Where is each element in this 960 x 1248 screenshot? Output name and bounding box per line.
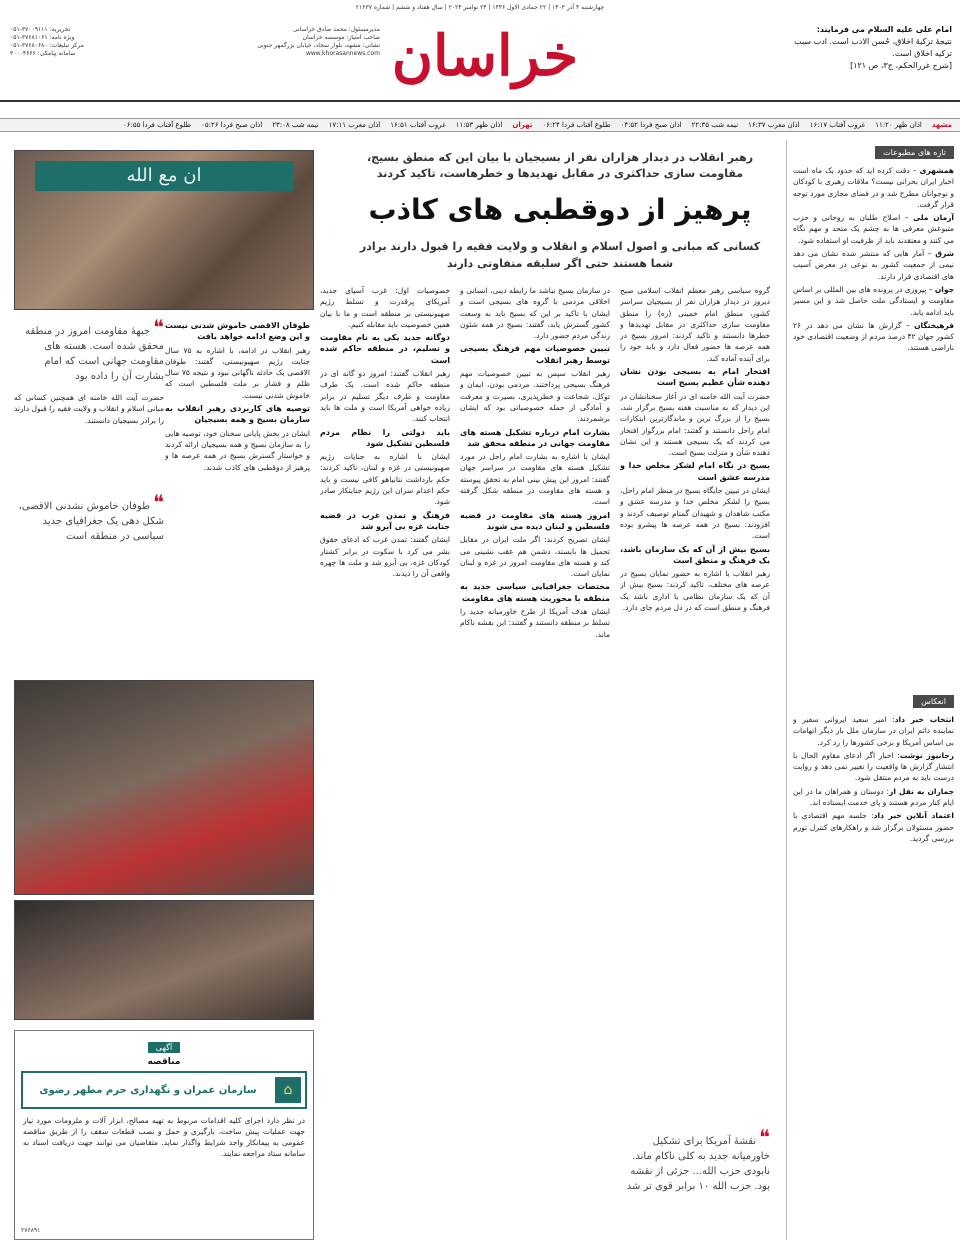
news-source: فرهیختگان (914, 320, 954, 330)
prayer-time: اذان ظهر ۱۱:۲۰ (875, 121, 922, 129)
quote-mark-icon: ❝ (153, 490, 164, 514)
list-item[interactable]: شرق – آمار هایی که منتشر شده نشان می دهد نیمی از جمعیت کشور به نوعی در معرض آسیب های اقتصادی قرار دارند. (793, 249, 954, 281)
prayer-time: نیمه شب ۲۲:۳۵ (691, 121, 739, 129)
prayer-times-bar (0, 118, 960, 132)
news-source: همشهری (919, 166, 954, 175)
lead-kicker: رهبر انقلاب در دیدار هزاران نفر از بسیجیان با بیان این که منطق بسیج، مقاومت سازی حداکثری در مقابل تهدیدها و خطرهاست، تاکید کردند (366, 151, 754, 180)
news-source: جوان (934, 284, 954, 294)
photo-crowd-1 (14, 680, 314, 895)
paragraph: رهبر انقلاب با اشاره به حضور نمایان بسیج در عرصه های مختلف، تاکید کردند: بسیج بیش از آن که یک سازمان نظامی یا اداری باشد یک فرهنگ و منطق است که در دل مردم جای دارد. (620, 569, 770, 613)
reflect-list (793, 714, 954, 1194)
paragraph: ایشان گفتند: تمدن غرب که ادعای حقوق بشر می کرد با سکوت در برابر کشتار کودکان غزه، بی آبرو شد و ملت ها چهره واقعی آن را دیدند. (320, 535, 450, 579)
list-item[interactable]: آرمان ملی – اصلاح طلبان به روحانی و حزب متبوعش معرفی ها به چشم یک متحد و مهم نگاه می کنند و معتقدند باید از ظرفیت او استفاده شود. (793, 213, 954, 245)
news-text: پیروزی در پرونده های بین المللی بر اساس مقاومت و ایستادگی ملت حاصل شد و این مسیر باید ادامه یابد. (793, 284, 954, 317)
article-column-4 (165, 320, 310, 665)
paragraph: خصوصیات اول: غرب آسیای جدید، آمریکای پرقدرت و تسلط رژیم صهیونیستی بر منطقه است و ما با بیان همین خصوصیت باید مقابله کنیم. (320, 286, 450, 329)
prayer-time: اذان صبح فردا ۰۵:۲۶ (201, 121, 263, 129)
contact-sms: سامانه پیامکی: ۳۰۰۰۴۶۶۶ (10, 50, 76, 57)
top-photo (14, 150, 314, 310)
paragraph: ایشان تصریح کردند: اگر ملت ایران در مقابل تحمیل ها بایستد، دشمن هم عقب نشینی می کند و هسته های مقاومت امروز در غزه و لبنان نمایان است. (460, 535, 610, 579)
subheading: فرهنگ و تمدن غرب در قضیه جنایت غزه بی آبرو شد (320, 510, 450, 531)
hadith-title: امام علی علیه السلام می فرمایند: (816, 25, 952, 34)
prayer-time: اذان ظهر ۱۱:۵۳ (455, 121, 503, 129)
photo-crowd-2 (14, 900, 314, 1020)
subheading: افتخار امام به بسیجی بودن نشان دهنده شأن عظیم بسیج است (620, 367, 770, 388)
reflect-text: امیر سعید ایروانی سفیر و نماینده دائم ایران در سازمان ملل بار دیگر اتهامات بی اساس آمریکا و برخی کشورها را رد کرد. (793, 715, 954, 747)
news-text: دقت کرده اید که حدود یک ماه است اخبار ایران بحرانی نیست؟ ملاقات رهبری با کودکان و نوجوانان مطرح شد و در فضای مجازی مورد توجه قرار گرفت. (793, 166, 954, 209)
paragraph: ایشان با اشاره به بشارت امام راحل در مورد تشکیل هسته های مقاومت در سراسر جهان گفتند: امروز این پیش بینی امام به تحقق پیوسته و هسته های مقاومت در منطقه شکل گرفته است. (460, 452, 610, 507)
prayer-time: اذان مغرب ۱۷:۱۱ (328, 121, 381, 129)
prayer-time: طلوع آفتاب فردا ۰۶:۲۴ (542, 121, 611, 129)
contact-phone-3: مرکز تبلیغات: ۳۷۶۸۰۶۸۰-۰۵۱ (10, 42, 84, 49)
news-section-title: تازه های مطبوعات (875, 146, 954, 159)
website-link[interactable]: www.khorasannews.com (305, 50, 380, 57)
reflect-text: دوستان و همراهان ما در این ایام کنار مردم هستند و پای خدمت ایستاده اند. (793, 786, 954, 808)
city-tehran: تهران (512, 121, 533, 129)
prayer-time: طلوع آفتاب فردا ۰۶:۵۵ (122, 121, 192, 129)
publisher-line: مدیرمسئول: محمد صادق خراسانی (292, 26, 380, 33)
paragraph: ایشان در تبیین جایگاه بسیج در منظر امام راحل، بسیج را لشکر مخلص خدا و مدرسه عشق و مکتب شاهدان و شهیدان گمنام توصیف کردند و افزودند: بسیج در همه عرصه ها پیشرو بوده است. (620, 486, 770, 541)
subheading: طوفان الاقصی خاموش شدنی نیست و این وضع ادامه خواهد یافت (165, 321, 310, 342)
photo-banner: ان مع الله (35, 161, 293, 191)
news-text: گزارش ها نشان می دهد در ۲۶ کشور جهان ۴۲ درصد مردم از وضعیت اقتصادی خود ناراضی هستند. (793, 320, 954, 353)
news-source: شرق (935, 249, 954, 259)
list-item[interactable]: اعتماد آنلاین خبر داد: جلسه مهم اقتصادی با حضور مسئولان برگزار شد و راهکارهای کنترل تورم بررسی گردید. (793, 811, 954, 843)
contact-phone-1: تحریریه: ۳۷۰۰۹۱۱۱-۰۵۱ (10, 26, 71, 33)
paragraph: حضرت آیت الله خامنه ای همچنین کسانی که مبانی اسلام و انقلاب و ولایت فقیه را قبول دارند را برادر بسیجیان دانستند. (14, 393, 164, 425)
ad-body: در نظر دارد اجرای کلیه اقدامات مربوط به تهیه مصالح، ابزار آلات و ملزومات مورد نیاز جهت عملیات پیش ساخت، بارگیری و حمل و نصب قطعات سقف را از طریق مناقصه عمومی به پیمانکار واجد شرایط واگذار نماید. متقاضیان می توانند جهت دریافت اسناد به سامانه ستاد مراجعه نمایند. (23, 1116, 305, 1158)
article-column-5 (14, 315, 164, 665)
date-line: چهارشنبه ۴ آذر ۱۴۰۳ | ۲۲ جمادی الاول ۱۴۴۶ | ۲۴ نوامبر ۲۰۲۴ | سال هفتاد و ششم | شماره ۲۱۲۳۷ (355, 4, 605, 11)
reflect-source: اعتماد آنلاین خبر داد (873, 811, 954, 821)
owner-line: صاحب امتیاز: موسسه خراسان (302, 34, 380, 41)
city-mashhad: مشهد (931, 121, 952, 129)
contact-phone-2: ویژه نامه: ۳۷۶۸۱۰۶۱-۰۵۱ (10, 34, 75, 41)
subheading: بشارت امام درباره تشکیل هسته های مقاومت جهانی در منطقه محقق شد (460, 427, 610, 448)
quote-text: جبههٔ مقاومت امروز در منطقه محقق شده است. هسته های مقاومت جهانی است که امام بشارت آن را داده بود (25, 326, 164, 382)
reflect-text: جلسه مهم اقتصادی با حضور مسئولان برگزار شد و راهکارهای کنترل تورم بررسی گردید. (793, 811, 954, 843)
hadith-box (782, 24, 952, 72)
paragraph: گروه سیاسی رهبر معظم انقلاب اسلامی صبح دیروز در دیدار هزاران نفر از بسیجیان سراسر کشور، منطق امام خمینی (ره) را منطق مقاومت سازی حداکثری در مقابل تهدیدها و خطرها دانستند و تاکید کردند: امروز بسیج در همه عرصه ها حضور فعال دارد و باید خود را برای آینده آماده کند. (620, 286, 770, 363)
pull-quote-col1 (620, 1125, 770, 1194)
masthead (0, 14, 960, 102)
list-item[interactable]: فرهیختگان – گزارش ها نشان می دهد در ۲۶ کشور جهان ۴۲ درصد مردم از وضعیت اقتصادی خود ناراضی هستند. (793, 320, 954, 353)
address-line: نشانی: مشهد، بلوار سجاد، خیابان بزرگمهر جنوبی (257, 42, 380, 49)
article-column-3 (320, 285, 450, 1235)
prayer-time: اذان صبح فردا ۰۴:۵۲ (620, 121, 682, 129)
list-item[interactable]: انتخاب خبر داد: امیر سعید ایروانی سفیر و نماینده دائم ایران در سازمان ملل بار دیگر اتهامات بی اساس آمریکا و برخی کشورها را رد کرد. (793, 715, 954, 747)
subheading: بسیج بیش از آن که یک سازمان باشد، یک فرهنگ و منطق است (620, 544, 770, 565)
subheading: توصیه های کاربردی رهبر انقلاب به سازمان بسیج و همه بسیجیان (165, 404, 310, 425)
quote-mark-icon: ❝ (759, 1125, 770, 1149)
prayer-time: غروب آفتاب ۱۶:۵۱ (390, 121, 446, 129)
prayer-time: غروب آفتاب ۱۶:۱۷ (809, 121, 866, 129)
news-list (793, 165, 954, 665)
logo-text: خراسان (391, 23, 579, 89)
quote-text: طوفان خاموش نشدنی الاقصی، شکل دهی یک جغرافیای جدید سیاسی در منطقه است (18, 501, 164, 542)
list-item[interactable]: جماران به نقل از: دوستان و همراهان ما در این ایام کنار مردم هستند و پای خدمت ایستاده اند. (793, 786, 954, 808)
ad-box[interactable] (14, 1030, 314, 1240)
ad-badge: آگهی (148, 1042, 180, 1053)
quote-text: نقشهٔ آمریکا برای تشکیل خاورمیانه جدید به کلی ناکام ماند. نابودی حزب الله... جزئی از نقشه بود. حزب الله ۱۰ برابر قوی تر شد (626, 1136, 770, 1192)
subheading: مختصات جغرافیایی سیاسی جدید به منطقه با محوریت هسته های مقاومت (460, 582, 610, 603)
paragraph: در سازمان بسیج نباشد ما رابطه دینی، انسانی و اخلاقی مردمی با گروه های بسیجی است و ایشان با تاکید بر این که بسیج باید به وسعت کشور گسترش یابد، گفتند: بسیج در همه شئون زندگی مردم حضور دارد. (460, 286, 610, 341)
news-text: آمار هایی که منتشر شده نشان می دهد نیمی از جمعیت کشور به نوعی در معرض آسیب های اقتصادی قرار دارند. (793, 249, 954, 281)
subheading: امروز هسته های مقاومت در قضیه فلسطین و لبنان دیده می شوند (460, 510, 610, 531)
paragraph: رهبر انقلاب سپس به تبیین خصوصیات مهم فرهنگ بسیجی پرداختند. مردمی بودن، ایمان و توکل، شجاعت و خطرپذیری، بصیرت و معرفت و آمادگی از جمله خصوصیاتی بود که ایشان برشمردند. (460, 369, 610, 424)
quote-mark-icon: ❝ (153, 315, 164, 339)
lead-subhead: کسانی که مبانی و اصول اسلام و انقلاب و ولایت فقیه را قبول دارند برادر شما هستند حتی اگر سلیقه متفاوتی دارند (359, 240, 761, 270)
reflect-text: اخبار اگر ادعای مقاوم الحال با انتشار گزارش ها واقعیت را تغییر نمی دهد و روایت درست باید به مردم منتقل شود. (793, 750, 954, 783)
prayer-time: نیمه شب ۲۳:۰۸ (272, 121, 319, 129)
hadith-body: نتیجهٔ تزکیهٔ اخلاق، حُسن الادب است. ادب سبب تزکیه اخلاق است. (794, 37, 952, 58)
lead-headline[interactable]: پرهیز از دوقطبی های کاذب (368, 193, 752, 226)
reflect-section-title: انعکاس (913, 695, 954, 708)
article-column-2 (460, 285, 610, 1235)
prayer-time: اذان مغرب ۱۶:۳۷ (748, 121, 800, 129)
pull-quote-1 (14, 315, 164, 384)
paragraph: ایشان در بخش پایانی سخنان خود، توصیه هایی را به سازمان بسیج و همه بسیجیان ارائه کردند و خواستار گسترش بسیج در همه عرصه ها و پرهیز از دوقطبی های کاذب شدند. (165, 428, 310, 472)
dome-icon: ⌂ (275, 1077, 301, 1103)
pull-quote-2 (14, 490, 164, 544)
logo[interactable] (390, 16, 580, 96)
paragraph: حضرت آیت الله خامنه ای در آغاز سخنانشان در این دیدار که به مناسبت هفته بسیج برگزار شد، بسیج را از بزرگ ترین و ماندگارترین ابتکارات امام راحل دانستند و گفتند: امام بزرگوار افتخار می کردند که یک بسیجی هستند و این نشان دهنده شأن و منزلت بسیج است. (620, 391, 770, 458)
contact-right (220, 26, 380, 58)
paragraph: ایشان هدف آمریکا از طرح خاورمیانه جدید را تسلط بر منطقه دانستند و گفتند: این نقشه ناکام ماند. (460, 607, 610, 639)
subheading: دوگانه جدید یکی به نام مقاومت و تسلیم، در منطقه حاکم شده است (320, 333, 450, 365)
paragraph: رهبر انقلاب گفتند: امروز دو گانه ای در منطقه حاکم شده است. یک طرف مقاومت و طرف دیگر تسلیم در برابر زیاده خواهی آمریکا است و ملت ها باید انتخاب کنند. (320, 369, 450, 424)
paragraph: ایشان با اشاره به جنایات رژیم صهیونیستی در غزه و لبنان، تاکید کردند: حکم بازداشت نتانیاهو کافی نیست و باید حکم اعدام سران این رژیم جنایتکار صادر شود. (320, 452, 450, 507)
subheading: بسیج در نگاه امام لشکر مخلص خدا و مدرسه عشق است (620, 461, 770, 482)
paragraph: رهبر انقلاب در ادامه، با اشاره به ۷۵ سال جنایت رژیم صهیونیستی، گفتند: طوفان الاقصی یک حادثه ناگهانی نبود و نتیجه ۷۵ سال ظلم و فشار بر ملت فلسطین است که خاموش شدنی نیست. (165, 345, 310, 400)
news-text: اصلاح طلبان به روحانی و حزب متبوعش معرفی ها به چشم یک متحد و مهم نگاه می کنند و معتقدند باید از ظرفیت او استفاده شود. (793, 213, 954, 245)
subheading: باید دولتی را نظام مردم فلسطین تشکیل شود (320, 427, 450, 448)
reflect-source: جماران به نقل از (889, 786, 954, 796)
reflect-source: رجانیوز نوشت (899, 750, 954, 760)
right-sidebar (786, 140, 954, 1240)
list-item[interactable]: رجانیوز نوشت: اخبار اگر ادعای مقاوم الحال با انتشار گزارش ها واقعیت را تغییر نمی دهد و روایت درست باید به مردم منتقل شود. (793, 750, 954, 783)
subheading: تبیین خصوصیات مهم فرهنگ بسیجی توسط رهبر انقلاب (460, 344, 610, 365)
news-source: آرمان ملی (913, 213, 954, 223)
list-item[interactable]: همشهری – دقت کرده اید که حدود یک ماه است اخبار ایران بحرانی نیست؟ ملاقات رهبری با کودکان و نوجوانان مطرح شد و در فضای مجازی مورد توجه قرار گرفت. (793, 166, 954, 209)
ad-code: ۲۷۶۸۹۱ (21, 1227, 41, 1234)
article-column-1 (620, 285, 770, 1115)
contact-left (10, 26, 210, 58)
list-item[interactable]: جوان – پیروزی در پرونده های بین المللی بر اساس مقاومت و ایستادگی ملت حاصل شد و این مسیر باید ادامه یابد. (793, 284, 954, 317)
lead-block (350, 150, 770, 272)
reflect-source: انتخاب خبر داد (894, 715, 954, 724)
hadith-source: [شرح غررالحکم، ج۳، ص ۱۲۱] (850, 61, 952, 70)
ad-type: مناقصه (147, 1057, 181, 1067)
ad-title: سازمان عمران و نگهداری حرم مطهر رضوی (39, 1084, 257, 1096)
